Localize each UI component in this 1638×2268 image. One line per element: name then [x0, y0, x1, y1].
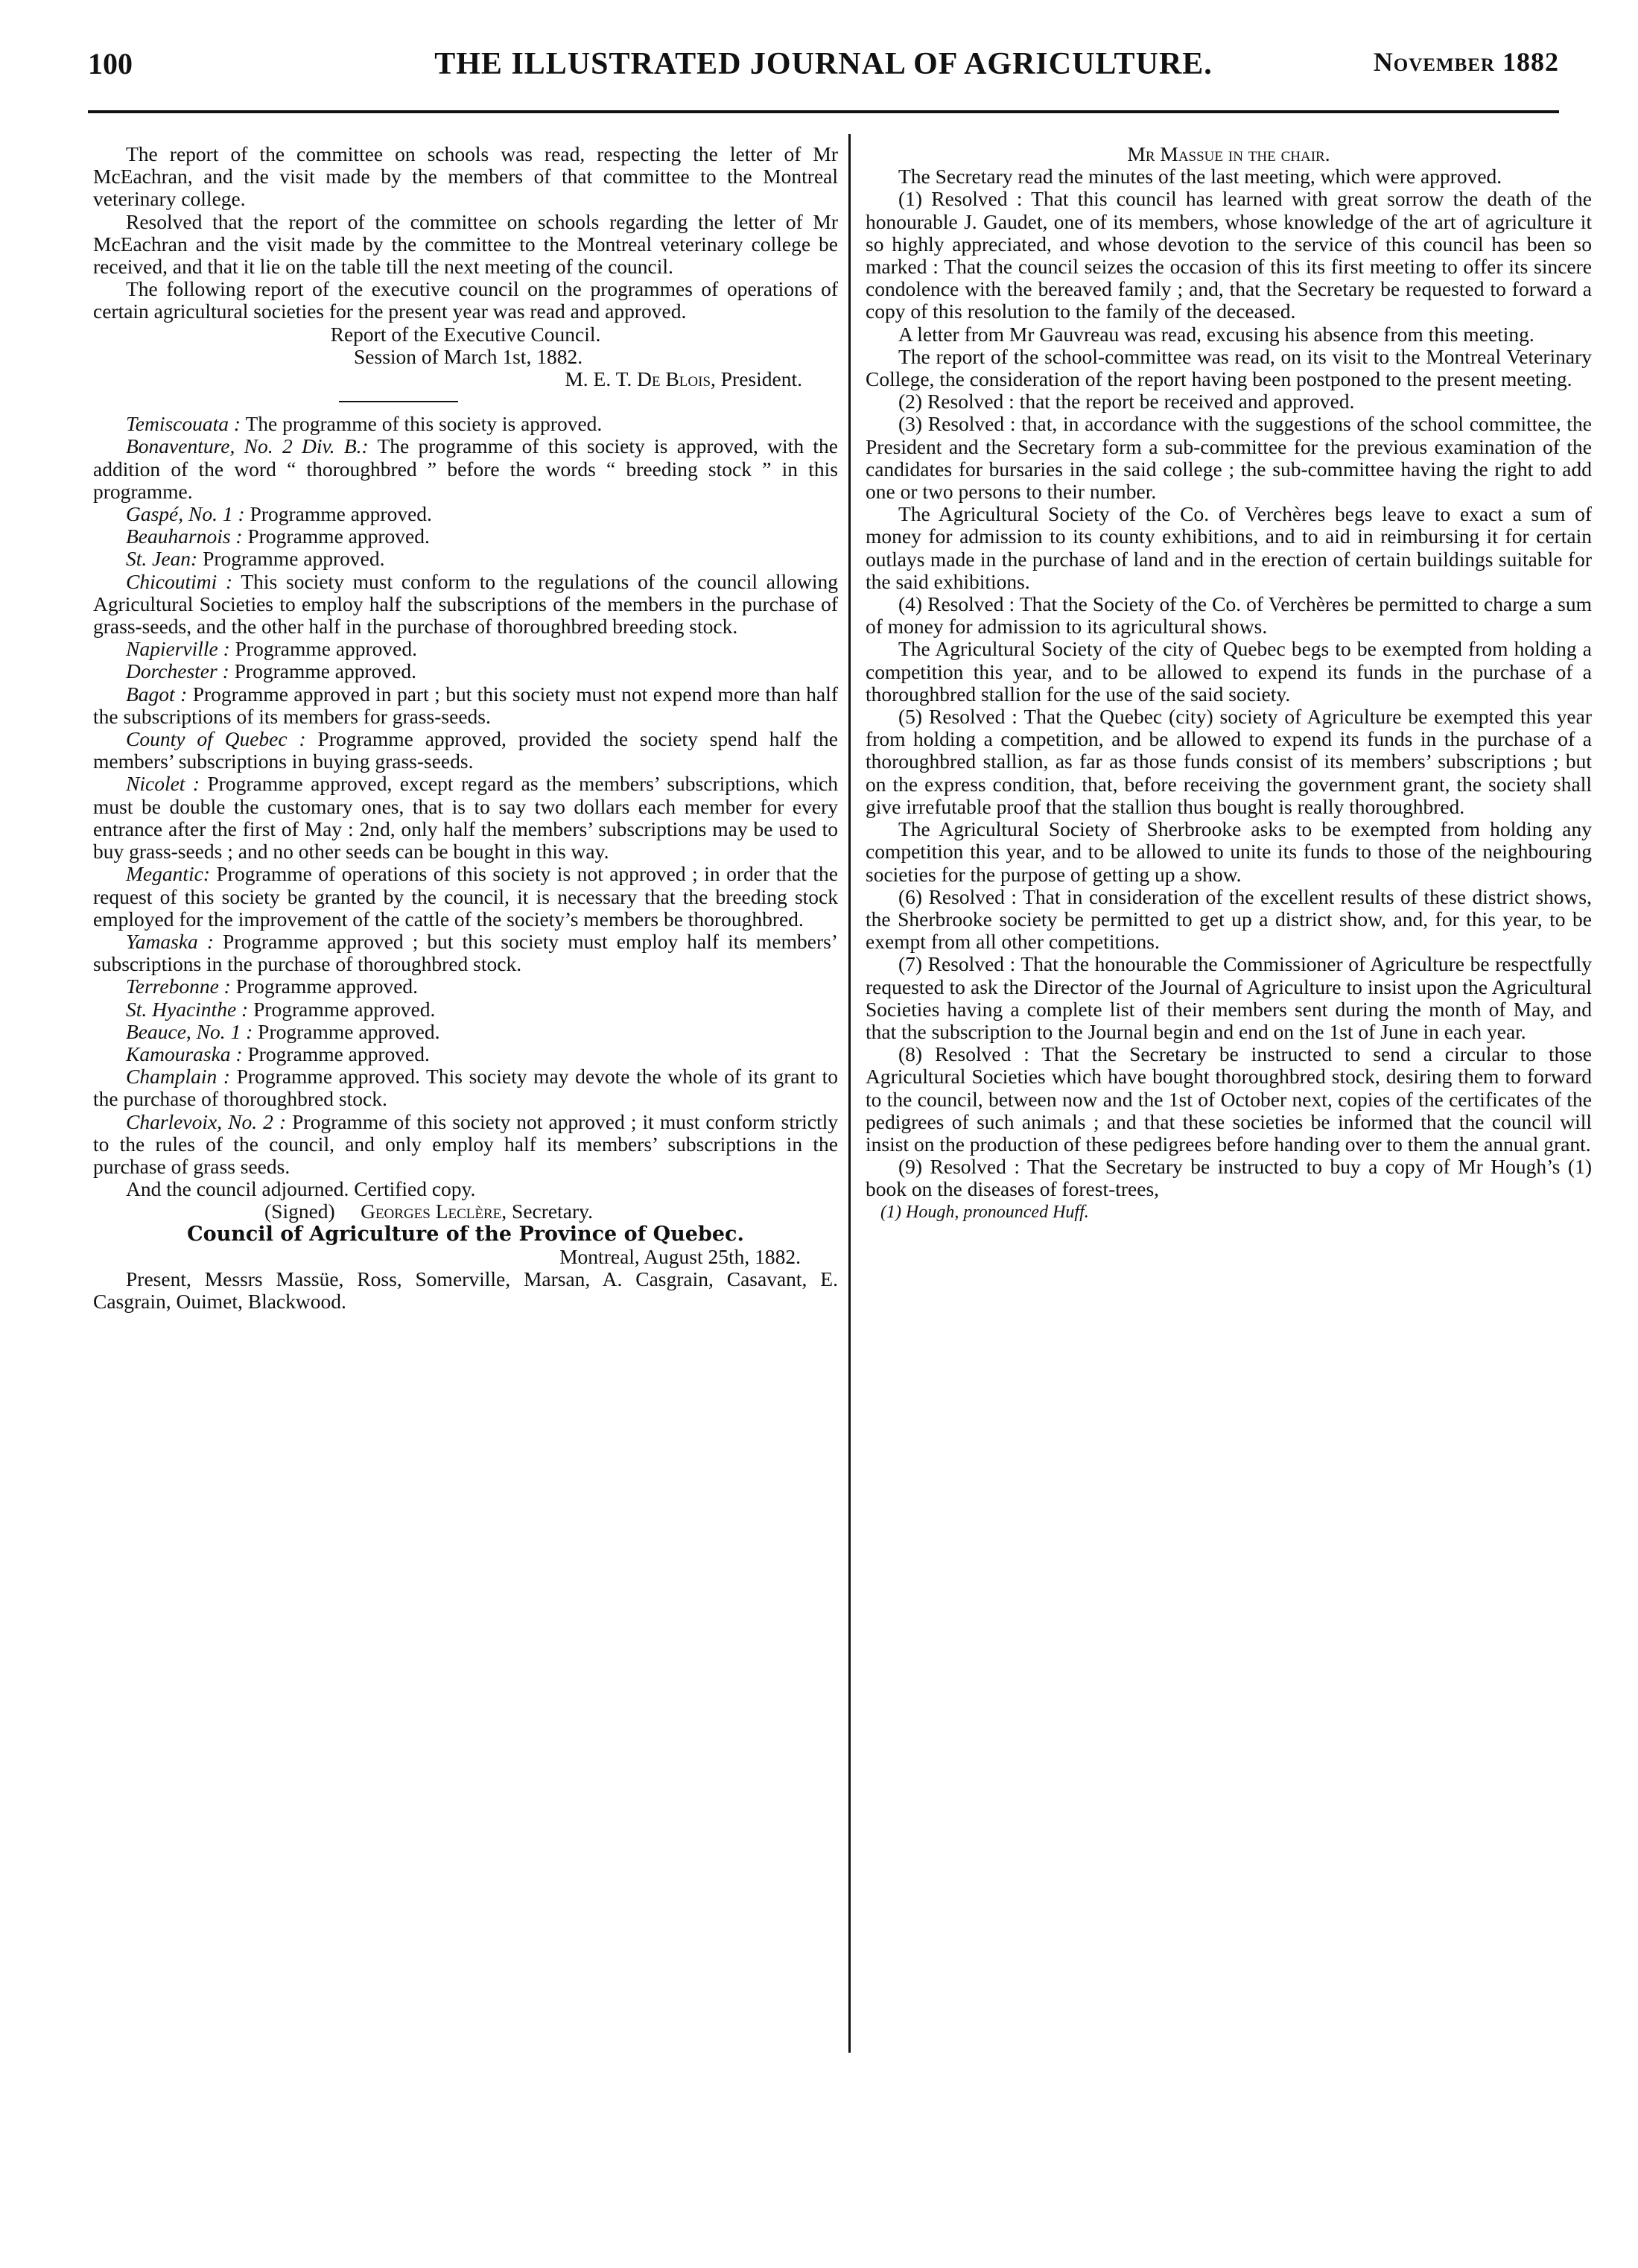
left-column [93, 143, 838, 1313]
society-entry [93, 1111, 838, 1179]
society-name: Dorchester : [126, 659, 229, 683]
society-entry [93, 1021, 838, 1043]
society-entry [93, 773, 838, 863]
paragraph: A letter from Mr Gauvreau was read, excusing his absence from this meeting. [898, 322, 1534, 346]
society-entry [93, 863, 838, 931]
society-name: Terrebonne : [126, 975, 231, 998]
society-text: Programme approved. [229, 659, 416, 683]
society-name: Bonaventure, No. 2 Div. B.: [126, 434, 369, 458]
paragraph: The following report of the executive council on the programmes of operations of certain agricultural societies for the present year was read and approved. [93, 277, 838, 323]
society-text: Programme approved. [197, 547, 385, 571]
session-date: Session of March 1st, 1882. [354, 344, 583, 368]
society-text: Programme approved ; but this society must employ half its members’ subscriptions in the purchase of thoroughbred stock. [93, 929, 838, 976]
society-text: Programme approved. [229, 637, 418, 661]
society-text: Programme of this society not approved ; it must conform strictly to the rules of the council, and only employ half its members’ subscriptions in the purchase of grass seeds. [93, 1109, 838, 1178]
signed-name: Georges Leclère [361, 1200, 502, 1223]
paragraph: The Agricultural Society of Sherbrooke asks to be exempted from holding any competition this year, and to be allowed to unite its funds to those of the neighbouring societies for the purpose of getting up a show. [866, 817, 1592, 886]
issue-date: November 1882 [1373, 47, 1559, 77]
paragraph: The Agricultural Society of the city of Quebec begs to be exempted from holding a competition this year, and to be allowed to expend its funds in the purchase of a thoroughbred stallion for the use of the said society. [866, 637, 1592, 706]
society-name: St. Jean: [126, 547, 198, 571]
society-name: Yamaska : [126, 929, 214, 953]
footnote: (1) Hough, pronounced Huff. [880, 1202, 1089, 1222]
place-date: Montreal, August 25th, 1882. [559, 1244, 801, 1268]
society-text: Programme approved, provided the society spend half the members’ subscriptions in buying grass-seeds. [93, 727, 839, 773]
page-number: 100 [88, 47, 133, 80]
society-name: St. Hyacinthe : [126, 997, 249, 1021]
society-text: Programme approved, except regard as the members’ subscriptions, which must be double the customary ones, that is to say two dollars each member for every entrance after the first of May : 2nd, only half the members’ subscriptions may be used to buy grass-seeds ; and no other seeds can be bought in this way. [93, 772, 838, 864]
paragraph: (2) Resolved : that the report be received and approved. [898, 390, 1355, 414]
signed-title: , Secretary. [501, 1200, 593, 1223]
paragraph: (3) Resolved : that, in accordance with the suggestions of the school committee, the President and the Secretary form a sub-committee for the previous examination of the candidates for bursaries in the said college ; the sub-committee having the right to add one or two persons to their number. [866, 412, 1592, 504]
society-text: Programme approved. This society may devote the whole of its grant to the purchase of thoroughbred stock. [93, 1065, 838, 1111]
paragraph: The report of the school-committee was read, on its visit to the Montreal Veterinary College, the consideration of the report having been postponed to the present meeting. [866, 344, 1592, 391]
society-name: Bagot : [126, 682, 188, 706]
society-text: Programme of operations of this society is not approved ; in order that the request of this society be granted by the council, it is necessary that the breeding stock employed for the improvement of the cattle of the society’s members be thoroughbred. [93, 862, 838, 931]
report-title: Report of the Executive Council. [330, 322, 601, 346]
society-entry [93, 931, 838, 975]
society-entry [93, 728, 838, 773]
society-text: The programme of this society is approved, with the addition of the word “ thoroughbred ” before the words “ breeding stock ” in this programme. [93, 434, 838, 503]
society-text: This society must conform to the regulations of the council allowing Agricultural Societies to employ half the subscriptions of the members in the purchase of grass-seeds, and the other half in the purchase of thoroughbred breeding stock. [93, 569, 838, 639]
paragraph: (9) Resolved : That the Secretary be instructed to buy a copy of Mr Hough’s (1) book on the diseases of forest-trees, [866, 1155, 1592, 1201]
paragraph: The Agricultural Society of the Co. of Verchères begs leave to exact a sum of money for admission to its county exhibitions, and to aid in reimbursing it for certain outlays made in the purchase of land and in the erection of certain buildings suitable for the said exhibitions. [866, 502, 1592, 593]
society-text: Programme approved. [242, 1042, 430, 1065]
society-text: Programme approved. [244, 502, 432, 526]
society-name: Champlain : [126, 1065, 231, 1089]
society-entry [93, 1065, 838, 1110]
society-list [93, 413, 838, 1178]
society-entry [93, 1043, 838, 1065]
president-name: M. E. T. De Blois [565, 367, 711, 391]
society-entry [93, 998, 838, 1021]
society-name: Kamouraska : [126, 1042, 243, 1065]
paragraph: (5) Resolved : That the Quebec (city) society of Agriculture be exempted this year from holding a competition, and be allowed to expend its funds in the purchase of a thoroughbred stallion, as far as those funds consist of its members’ subscriptions ; but on the express condition, that, before receiving the government grant, the society shall give irrefutable proof that the stallion thus bought is really thoroughbred. [866, 705, 1592, 818]
society-name: Megantic: [126, 862, 211, 886]
society-text: Programme approved. [230, 975, 419, 998]
society-entry [93, 525, 838, 548]
society-entry [93, 683, 838, 728]
paragraph: The Secretary read the minutes of the last meeting, which were approved. [898, 165, 1502, 189]
society-text: Programme approved. [242, 525, 430, 548]
society-entry [93, 975, 838, 998]
column-divider [848, 134, 851, 2053]
society-name: Chicoutimi : [126, 569, 233, 593]
paragraph: (4) Resolved : That the Society of the Co. of Verchères be permitted to charge a sum of money for admission to its agricultural shows. [866, 592, 1592, 639]
society-name: Charlevoix, No. 2 : [126, 1109, 287, 1133]
section-rule [339, 401, 458, 402]
paragraph: Resolved that the report of the committee on schools regarding the letter of Mr McEachran and the visit made by the committee to the Montreal veterinary college be received, and that it lie on the table till the next meeting of the council. [93, 209, 838, 279]
society-name: Beauharnois : [126, 525, 243, 548]
page-header [88, 46, 1559, 91]
society-entry [93, 571, 838, 639]
society-name: Temiscouata : [126, 412, 241, 436]
signature-line [93, 1200, 838, 1223]
adjourned-line: And the council adjourned. Certified copy. [126, 1177, 476, 1201]
society-name: Gaspé, No. 1 : [126, 502, 245, 526]
right-column [866, 143, 1592, 1223]
chair-heading: Mr Massue in the chair. [1127, 142, 1330, 165]
society-entry [93, 435, 838, 503]
paragraph: (7) Resolved : That the honourable the Commissioner of Agriculture be respectfully requested to ask the Director of the Journal of Agriculture to insist upon the Agricultural Societies having a complete list of their members sent during the month of May, and that the subscription to the Journal begin and end on the 1st of June in each year. [866, 952, 1592, 1043]
journal-title: THE ILLUSTRATED JOURNAL OF AGRICULTURE. [434, 47, 1213, 81]
society-text: Programme approved in part ; but this society must not expend more than half the subscriptions of its members for grass-seeds. [93, 682, 838, 728]
paragraph: (1) Resolved : That this council has learned with great sorrow the death of the honourable J. Gaudet, one of its members, whose knowledge of the art of agriculture it so highly appreciated, and whose devotion to the service of this council has been so marked : That the council seizes the occasion of this its first meeting to offer its sincere condolence with the bereaved family ; and, that the Secretary be requested to forward a copy of this resolution to the family of the deceased. [866, 187, 1592, 323]
paragraph: (6) Resolved : That in consideration of the excellent results of these district shows, the Sherbrooke society be permitted to get up a district show, and, for this year, to be exempt from all other competitions. [866, 884, 1592, 954]
signed-label: (Signed) [264, 1200, 335, 1223]
society-entry [93, 638, 838, 660]
president-line [93, 368, 838, 390]
society-entry [93, 548, 838, 570]
society-name: Napierville : [126, 637, 230, 661]
paragraph: The report of the committee on schools was read, respecting the letter of Mr McEachran, and the visit made by the members of that committee to the Montreal veterinary college. [93, 142, 838, 211]
society-name: Nicolet : [126, 772, 200, 796]
paragraph: (8) Resolved : That the Secretary be instructed to send a circular to those Agricultural Societies which have bought thoroughbred stock, desiring them to forward to the council, between now and the 1st of October next, copies of the certificates of the pedigrees of such animals ; and that these societies be informed that the council will insist on the production of these pedigrees before handing over to them the annual grant. [866, 1042, 1592, 1156]
society-entry [93, 413, 838, 435]
society-name: County of Quebec : [126, 727, 306, 751]
society-entry [93, 503, 838, 525]
society-text: Programme approved. [248, 997, 436, 1021]
society-entry [93, 660, 838, 682]
society-text: Programme approved. [253, 1019, 440, 1043]
header-rule [88, 110, 1559, 113]
council-heading: Council of Agriculture of the Province of Quebec. [187, 1222, 744, 1246]
society-text: The programme of this society is approved. [241, 412, 603, 436]
society-name: Beauce, No. 1 : [126, 1019, 253, 1043]
president-title: , President. [711, 367, 802, 391]
present-members: Present, Messrs Massüe, Ross, Somerville, Marsan, A. Casgrain, Casavant, E. Casgrain, Ouimet, Blackwood. [93, 1267, 838, 1314]
